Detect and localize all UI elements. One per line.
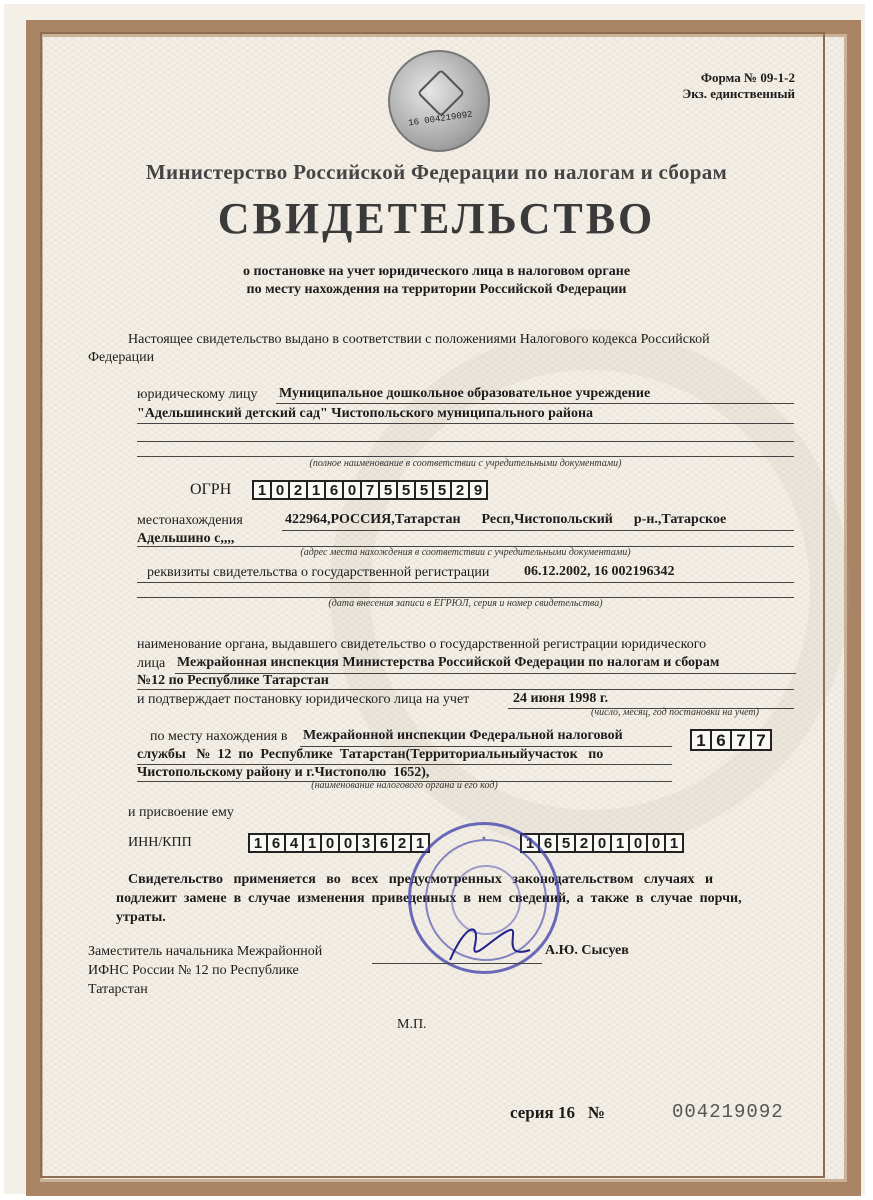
inn-cells — [248, 833, 428, 853]
inn-digit: 3 — [356, 833, 376, 853]
intro-line-2: Федерации — [88, 350, 155, 365]
signatory-position-line-2: ИФНС России № 12 по Республике — [88, 963, 299, 978]
entity-underline-1 — [276, 403, 794, 404]
issuer-value-line-2: №12 по Республике Татарстан — [137, 673, 329, 688]
address-caption: (адрес места нахождения в соответствии с учредительными документами) — [300, 547, 631, 558]
entity-name-line-1: Муниципальное дошкольное образовательное учреждение — [279, 386, 651, 401]
registration-value: 06.12.2002, 16 002196342 — [524, 564, 675, 579]
tax-office-line-2: службы № 12 по Республике Татарстан(Территориальныйучасток по — [137, 747, 604, 762]
inn-digit: 0 — [338, 833, 358, 853]
signatory-position-line-3: Татарстан — [88, 982, 148, 997]
serial-number: 004219092 — [672, 1101, 784, 1123]
document-subtitle — [0, 263, 873, 299]
ogrn-digit: 5 — [378, 480, 398, 500]
entity-underline-2 — [137, 423, 794, 424]
kpp-digit: 0 — [628, 833, 648, 853]
inn-digit: 4 — [284, 833, 304, 853]
serial-label: серия 16 № — [510, 1103, 605, 1122]
signatory-position-line-1: Заместитель начальника Межрайонной — [88, 944, 323, 959]
registration-caption: (дата внесения записи в ЕГРЮЛ, серия и номер свидетельства) — [328, 598, 603, 609]
hologram-code: 16 004219092 — [407, 109, 474, 129]
entity-caption: (полное наименование в соответствии с учредительными документами) — [309, 458, 622, 469]
ogrn-digit: 6 — [324, 480, 344, 500]
address-line-1: 422964,РОССИЯ,Татарстан Респ,Чистопольский р-н.,Татарское — [285, 512, 727, 527]
copy-note: Экз. единственный — [682, 86, 795, 101]
inn-digit: 6 — [374, 833, 394, 853]
ogrn-digit: 1 — [252, 480, 272, 500]
intro-line-1: Настоящее свидетельство выдано в соответствии с положениями Налогового кодекса Российской — [128, 332, 710, 347]
assign-text: и присвоение ему — [128, 805, 234, 820]
confirm-date: 24 июня 1998 г. — [513, 691, 609, 706]
tax-office-caption: (наименование налогового органа и его код) — [311, 780, 498, 791]
issuer-underline-2 — [137, 689, 794, 690]
inn-digit: 1 — [302, 833, 322, 853]
kpp-digit: 0 — [592, 833, 612, 853]
ogrn-digit: 9 — [468, 480, 488, 500]
ogrn-digit: 2 — [450, 480, 470, 500]
ogrn-digit: 0 — [270, 480, 290, 500]
inn-digit: 0 — [320, 833, 340, 853]
ogrn-digit: 5 — [432, 480, 452, 500]
address-underline-1 — [282, 530, 794, 531]
note-line-1: Свидетельство применяется во всех предусмотренных законодательством случаях и — [128, 872, 714, 887]
tax-office-code-digit: 7 — [730, 729, 752, 751]
ogrn-digit: 5 — [414, 480, 434, 500]
kpp-digit: 0 — [646, 833, 666, 853]
ogrn-digit: 0 — [342, 480, 362, 500]
inn-kpp-label: ИНН/КПП — [128, 835, 192, 850]
kpp-digit: 1 — [610, 833, 630, 853]
entity-underline-3 — [137, 441, 794, 442]
registration-label: реквизиты свидетельства о государственной регистрации — [147, 565, 490, 580]
tax-office-line-1: Межрайонной инспекции Федеральной налоговой — [303, 728, 623, 743]
inn-digit: 1 — [248, 833, 268, 853]
entity-name-line-2: "Адельшинский детский сад" Чистопольского муниципального района — [137, 406, 594, 421]
ogrn-digit: 5 — [396, 480, 416, 500]
tax-office-code-digit: 7 — [750, 729, 772, 751]
signature-scribble — [440, 915, 540, 975]
address-label: местонахождения — [137, 513, 243, 528]
ogrn-cells — [252, 480, 486, 500]
subtitle-line-1: о постановке на учет юридического лица в налоговом органе — [242, 264, 631, 279]
tax-office-code-digit: 6 — [710, 729, 732, 751]
kpp-digit: 1 — [664, 833, 684, 853]
ogrn-label: ОГРН — [190, 481, 232, 498]
stamp-place-mark: М.П. — [397, 1017, 427, 1032]
registration-underline — [137, 582, 794, 583]
stamp-emblem-icon: ★ — [481, 835, 487, 842]
address-line-2: Адельшино с,,,, — [137, 531, 235, 546]
tax-office-label: по месту нахождения в — [150, 729, 288, 744]
entity-underline-4 — [137, 456, 794, 457]
signatory-position — [88, 942, 322, 999]
emblem-icon — [417, 69, 465, 117]
form-number-block — [682, 70, 795, 102]
hologram-seal — [388, 50, 490, 152]
inn-digit: 2 — [392, 833, 412, 853]
signatory-name: А.Ю. Сысуев — [545, 943, 629, 958]
kpp-digit: 6 — [538, 833, 558, 853]
subtitle-line-2: по месту нахождения на территории Российской Федерации — [246, 282, 627, 297]
ogrn-digit: 7 — [360, 480, 380, 500]
note-line-2: подлежит замене в случае изменения приведенных в нем сведений, а также в случае порчи, — [116, 891, 742, 906]
tax-office-code-digit: 1 — [690, 729, 712, 751]
ministry-name: Министерство Российской Федерации по налогам и сборам — [145, 160, 728, 184]
form-number: Форма № 09-1-2 — [700, 70, 795, 85]
kpp-digit: 1 — [520, 833, 540, 853]
kpp-digit: 2 — [574, 833, 594, 853]
inn-digit: 6 — [266, 833, 286, 853]
entity-label: юридическому лицу — [137, 387, 258, 402]
document-title: СВИДЕТЕЛЬСТВО — [217, 194, 656, 243]
tax-office-line-3: Чистопольскому району и г.Чистополю 1652), — [137, 765, 430, 780]
issuer-label-line-2: лица — [137, 656, 166, 671]
tax-office-code-cells — [690, 729, 770, 751]
confirm-caption: (число, месяц, год постановки на учет) — [591, 707, 759, 718]
inn-digit: 1 — [410, 833, 430, 853]
kpp-digit: 5 — [556, 833, 576, 853]
note-line-3: утраты. — [116, 910, 166, 925]
issuer-value-line-1: Межрайонная инспекция Министерства Российской Федерации по налогам и сборам — [177, 655, 720, 670]
ogrn-digit: 2 — [288, 480, 308, 500]
ogrn-digit: 1 — [306, 480, 326, 500]
issuer-label-line-1: наименование органа, выдавшего свидетельство о государственной регистрации юридического — [137, 637, 707, 652]
confirm-text: и подтверждает постановку юридического лица на учет — [137, 692, 470, 707]
